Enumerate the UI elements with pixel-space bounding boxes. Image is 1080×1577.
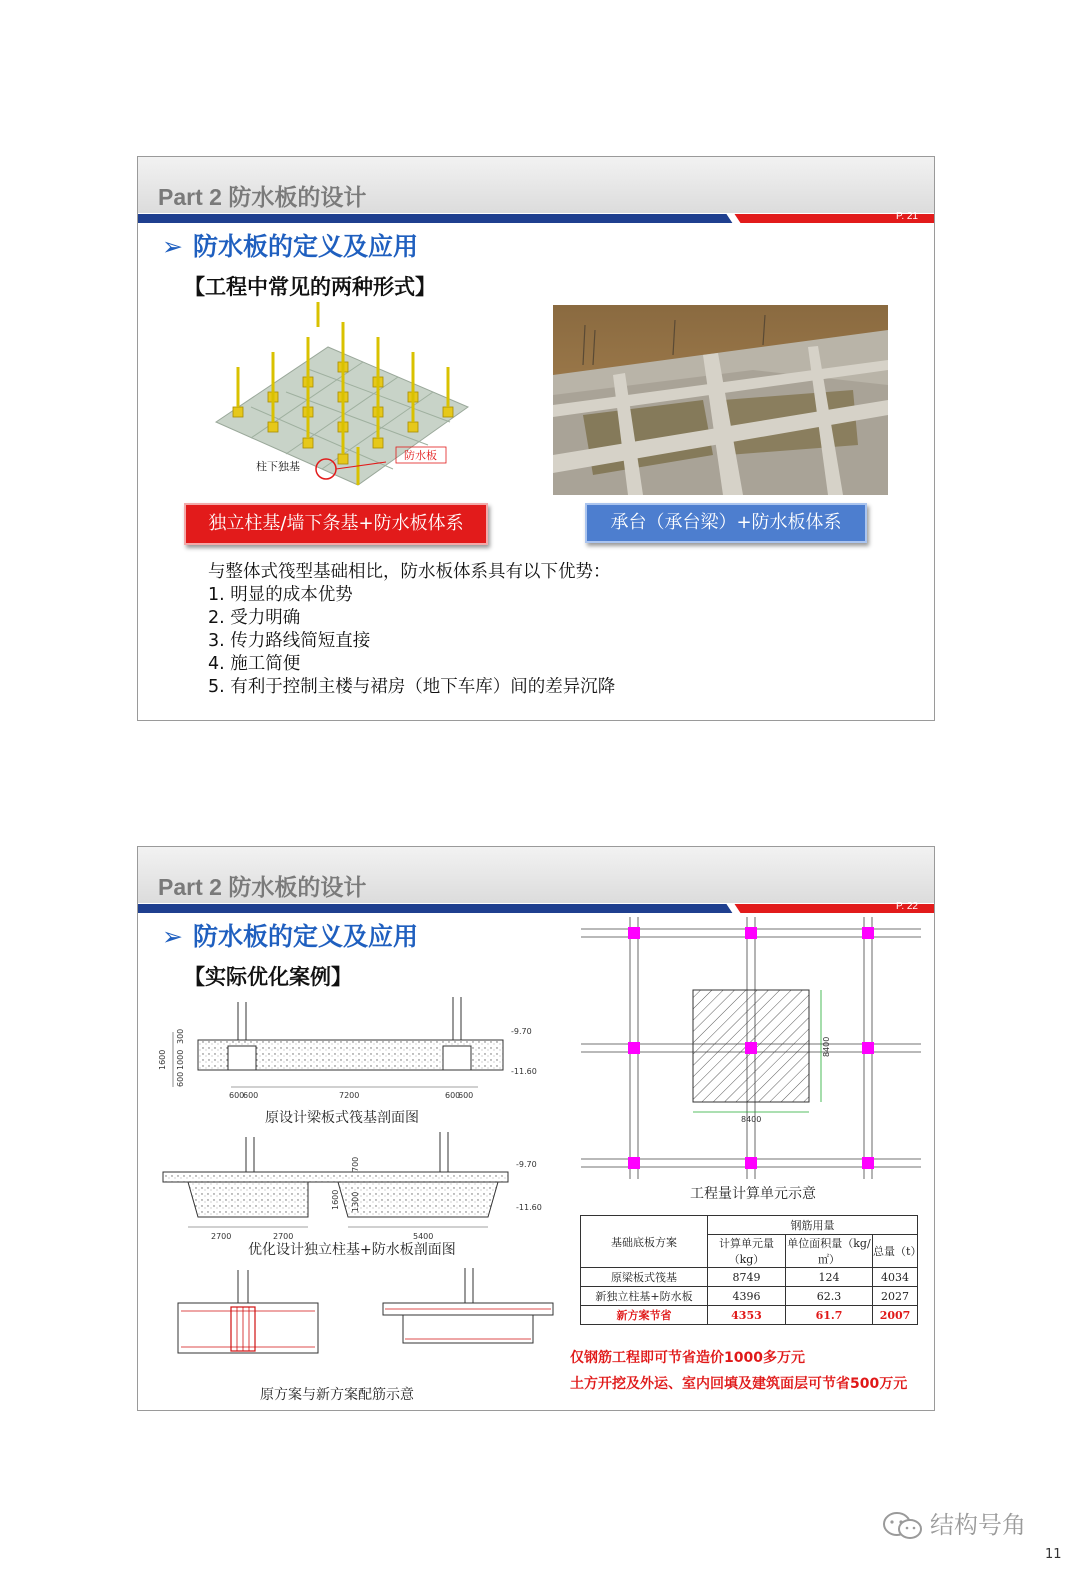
plan-dim-h: 8400 xyxy=(822,1036,831,1057)
svg-text:1300: 1300 xyxy=(351,1191,360,1212)
caption-unit: 工程量计算单元示意 xyxy=(690,1186,816,1202)
table-row-savings: 新方案节省 4353 61.7 2007 xyxy=(581,1306,918,1325)
th-steel: 钢筋用量 xyxy=(708,1216,918,1235)
part-title: Part 2 防水板的设计 xyxy=(158,874,367,900)
advantage-item: 4. 施工简便 xyxy=(208,654,301,674)
svg-text:600: 600 xyxy=(243,1091,259,1100)
wechat-icon xyxy=(882,1511,924,1541)
slide-2 xyxy=(137,846,935,1411)
header-stripe xyxy=(138,214,934,223)
svg-text:1600: 1600 xyxy=(158,1049,167,1070)
th-unit: 计算单元量（kg） xyxy=(708,1235,786,1268)
table-row: 新独立柱基+防水板 4396 62.3 2027 xyxy=(581,1287,918,1306)
advantage-item: 3. 传力路线简短直接 xyxy=(208,631,371,651)
svg-text:5400: 5400 xyxy=(413,1232,434,1241)
section-heading: ➢ 防水板的定义及应用 xyxy=(162,922,418,951)
system-box-footing: 独立柱基/墙下条基+防水板体系 xyxy=(184,503,488,545)
plan-dim-w: 8400 xyxy=(741,1115,762,1124)
caption-original-section: 原设计梁板式筏基剖面图 xyxy=(265,1110,419,1126)
note-rebar-saving: 仅钢筋工程即可节省造价1000多万元 xyxy=(570,1350,805,1366)
section-heading: ➢ 防水板的定义及应用 xyxy=(162,232,418,261)
svg-text:1600: 1600 xyxy=(331,1189,340,1210)
slab-diagram xyxy=(198,297,498,497)
note-earthwork-saving: 土方开挖及外运、室内回填及建筑面层可节省500万元 xyxy=(570,1376,908,1392)
header-stripe xyxy=(138,904,934,913)
page-label: P. 21 xyxy=(895,211,918,222)
svg-text:300: 300 xyxy=(176,1028,185,1044)
site-photo xyxy=(553,305,888,495)
system-box-pilecap: 承台（承台梁）+防水板体系 xyxy=(585,503,867,543)
th-total: 总量（t） xyxy=(873,1235,918,1268)
page-label: P. 22 xyxy=(895,901,918,912)
slide-1 xyxy=(137,156,935,721)
subheading: 【实际优化案例】 xyxy=(184,965,352,989)
label-waterproof-slab: 防水板 xyxy=(404,449,437,462)
svg-text:1000: 1000 xyxy=(176,1049,185,1070)
svg-text:-11.60: -11.60 xyxy=(516,1203,542,1212)
watermark: 结构号角 xyxy=(882,1505,1026,1541)
label-column-footing: 柱下独基 xyxy=(256,460,300,473)
arrow-icon: ➢ xyxy=(162,922,183,951)
advantages-intro: 与整体式筏型基础相比，防水板体系具有以下优势： xyxy=(208,562,611,582)
advantage-item: 2. 受力明确 xyxy=(208,608,301,628)
svg-text:600: 600 xyxy=(458,1091,474,1100)
subheading: 【工程中常见的两种形式】 xyxy=(184,275,436,299)
original-raft-section xyxy=(153,992,543,1102)
th-area: 单位面积量（kg/㎡） xyxy=(785,1235,872,1268)
caption-optimized-section: 优化设计独立柱基+防水板剖面图 xyxy=(248,1242,456,1258)
table-row: 原梁板式筏基 8749 124 4034 xyxy=(581,1268,918,1287)
svg-text:600: 600 xyxy=(445,1091,461,1100)
advantage-item: 5. 有利于控制主楼与裙房（地下车库）间的差异沉降 xyxy=(208,677,616,697)
dim-bottom: -11.60 xyxy=(511,1067,537,1076)
svg-text:2700: 2700 xyxy=(273,1232,294,1241)
caption-rebar: 原方案与新方案配筋示意 xyxy=(260,1387,414,1403)
page-number: 11 xyxy=(1045,1547,1062,1562)
svg-text:-9.70: -9.70 xyxy=(516,1160,537,1169)
optimized-section xyxy=(158,1132,548,1242)
steel-quantity-table xyxy=(580,1215,922,1325)
svg-text:700: 700 xyxy=(351,1156,360,1172)
dim-top: -9.70 xyxy=(511,1027,532,1036)
unit-plan-view xyxy=(581,917,923,1179)
svg-text:2700: 2700 xyxy=(211,1232,232,1241)
arrow-icon: ➢ xyxy=(162,232,183,261)
advantage-item: 1. 明显的成本优势 xyxy=(208,585,353,605)
svg-text:7200: 7200 xyxy=(339,1091,360,1100)
svg-text:600: 600 xyxy=(176,1071,185,1087)
advantages-list xyxy=(208,561,615,699)
rebar-comparison xyxy=(143,1265,568,1380)
th-scheme: 基础底板方案 xyxy=(581,1216,708,1268)
part-title: Part 2 防水板的设计 xyxy=(158,184,367,210)
svg-text:600: 600 xyxy=(229,1091,245,1100)
